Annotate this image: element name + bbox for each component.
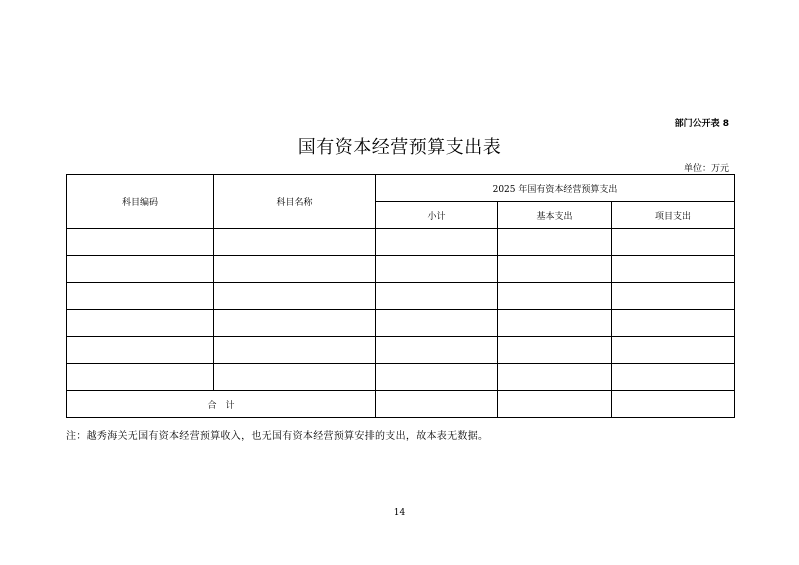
cell-project (612, 256, 735, 283)
cell-subtotal (376, 337, 498, 364)
table-row (67, 229, 735, 256)
cell-code (67, 310, 214, 337)
cell-code (67, 337, 214, 364)
cell-name (214, 229, 376, 256)
cell-subtotal (376, 229, 498, 256)
page-title: 国有资本经营预算支出表 (297, 137, 502, 158)
total-subtotal (376, 391, 498, 418)
header-subtotal: 小计 (376, 202, 498, 229)
page-number: 14 (393, 508, 406, 518)
cell-code (67, 364, 214, 391)
cell-basic (498, 256, 612, 283)
cell-name (214, 256, 376, 283)
header-subject-name: 科目名称 (214, 175, 376, 229)
footnote: 注：越秀海关无国有资本经营预算收入，也无国有资本经营预算安排的支出，故本表无数据。 (66, 431, 489, 442)
cell-subtotal (376, 256, 498, 283)
cell-basic (498, 229, 612, 256)
form-number: 部门公开表 8 (674, 119, 729, 129)
cell-basic (498, 310, 612, 337)
table-row (67, 283, 735, 310)
cell-name (214, 310, 376, 337)
cell-code (67, 256, 214, 283)
total-basic (498, 391, 612, 418)
total-project (612, 391, 735, 418)
cell-project (612, 310, 735, 337)
table-header-row (67, 175, 735, 202)
cell-project (612, 337, 735, 364)
cell-subtotal (376, 283, 498, 310)
cell-code (67, 229, 214, 256)
cell-basic (498, 337, 612, 364)
table-row (67, 364, 735, 391)
cell-code (67, 283, 214, 310)
header-project-expenditure: 项目支出 (612, 202, 735, 229)
total-label: 合 计 (67, 391, 376, 418)
header-budget-group: 2025 年国有资本经营预算支出 (376, 175, 735, 202)
cell-name (214, 364, 376, 391)
header-subject-code: 科目编码 (67, 175, 214, 229)
cell-name (214, 283, 376, 310)
table-row (67, 256, 735, 283)
cell-name (214, 337, 376, 364)
budget-table (66, 174, 735, 418)
cell-project (612, 229, 735, 256)
table-total-row (67, 391, 735, 418)
unit-label: 单位：万元 (683, 164, 729, 174)
table-row (67, 310, 735, 337)
cell-basic (498, 283, 612, 310)
cell-basic (498, 364, 612, 391)
table-row (67, 337, 735, 364)
cell-subtotal (376, 364, 498, 391)
cell-subtotal (376, 310, 498, 337)
cell-project (612, 283, 735, 310)
cell-project (612, 364, 735, 391)
header-basic-expenditure: 基本支出 (498, 202, 612, 229)
